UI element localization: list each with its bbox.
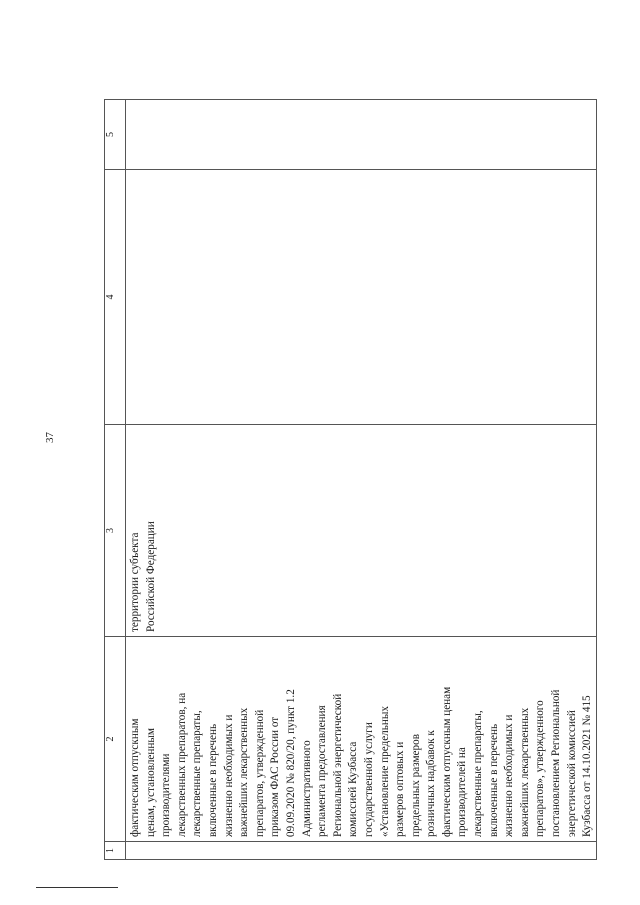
- header-col-2: 2: [105, 637, 126, 842]
- header-col-3: 3: [105, 425, 126, 637]
- cell-col-4: [126, 170, 597, 425]
- cell-col-1: [126, 842, 597, 860]
- cell-col-3: [126, 425, 597, 637]
- document-table: [104, 99, 597, 860]
- page-number: 37: [44, 432, 56, 443]
- footnote-divider: [36, 887, 118, 888]
- table-header-row: [105, 100, 126, 860]
- header-col-5: 5: [105, 100, 126, 170]
- cell-col-2: [126, 637, 597, 842]
- header-col-1: 1: [105, 842, 126, 860]
- legal-basis-text: фактическим отпускным ценам, установленным производителями лекарственных препаратов, на лекарственные препараты, включенные в перечень жизненно необходимых и важнейших лекарственных препаратов, утвержденной приказом ФАС России от 09.09.2020 № 820/20, пункт 1.2 Административного регламента предоставления Региональной энергетической комиссией Кузбасса государственной услуги «Установление предельных размеров оптовых и предельных размеров розничных надбавок к фактическим отпускным ценам производителей на лекарственные препараты, включенные в перечень жизненно необходимых и важнейших лекарственных препаратов», утвержденного постановлением Региональной энергетической комиссией Кузбасса от 14.10.2021 № 415: [129, 686, 594, 837]
- table-row: [126, 100, 597, 860]
- cell-col-5: [126, 100, 597, 170]
- rotated-table-container: [104, 100, 594, 860]
- territory-text: территории субъекта Российской Федерации: [129, 521, 157, 632]
- header-col-4: 4: [105, 170, 126, 425]
